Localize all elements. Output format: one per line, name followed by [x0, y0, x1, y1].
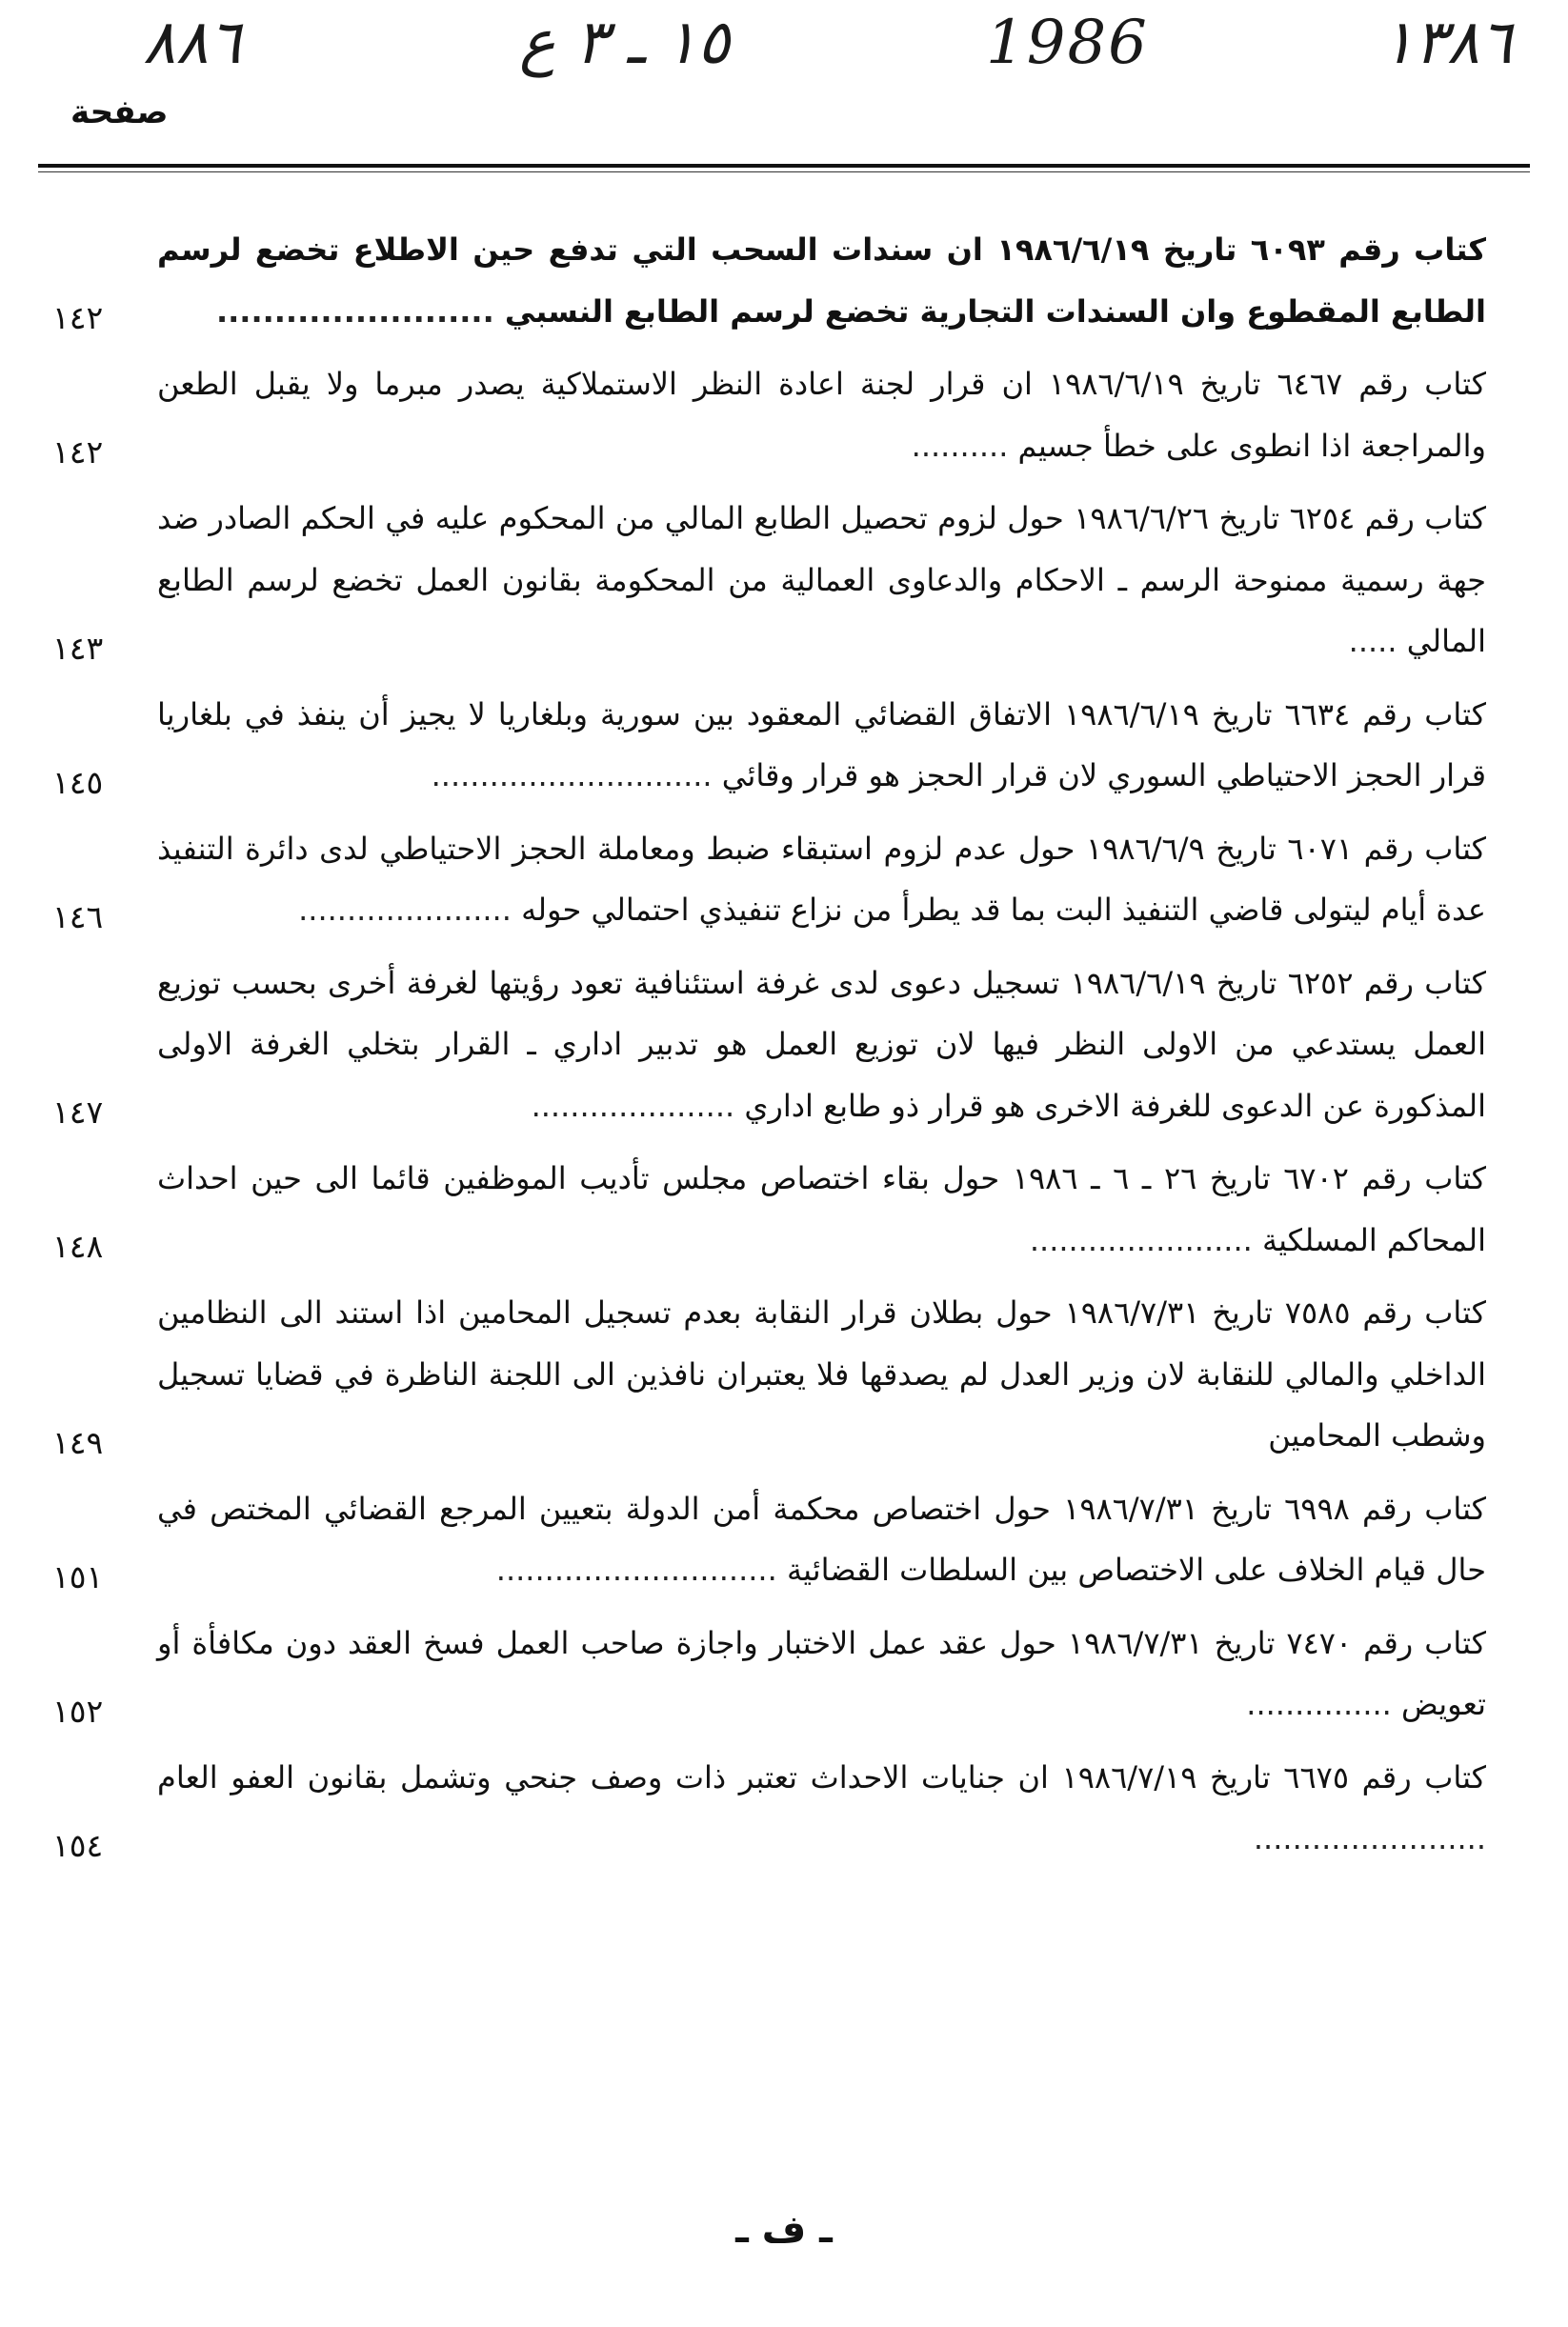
- entry-text: كتاب رقم ٦٩٩٨ تاريخ ١٩٨٦/٧/٣١ حول اختصاص محكمة أمن الدولة بتعيين المرجع القضائي المختص في حال قيام الخلاف على الاختصاص بين السلطات القضائية: [157, 1490, 1487, 1588]
- entry-text: كتاب رقم ٦٧٠٢ تاريخ ٢٦ ـ ٦ ـ ١٩٨٦ حول بقاء اختصاص مجلس تأديب الموظفين قائما الى حين احداث المحاكم المسلكية: [157, 1160, 1487, 1258]
- entry-page-number: ١٥٢: [52, 1692, 104, 1730]
- handwritten-date: ١٥ ـ ٣ ع: [519, 8, 731, 78]
- entry-text: كتاب رقم ٦٤٦٧ تاريخ ١٩٨٦/٦/١٩ ان قرار لجنة اعادة النظر الاستملاكية يصدر مبرما ولا يقبل الطعن والمراجعة اذا انطوى على خطأ جسيم: [157, 366, 1487, 464]
- page-column-label: صفحة: [70, 93, 169, 131]
- entry-page-number: ١٤٨: [52, 1228, 104, 1265]
- handwritten-number-left: ٨٨٦: [143, 8, 242, 78]
- entry-page-number: ١٤٣: [52, 629, 104, 667]
- footer-page-mark: ـ ف ـ: [735, 2208, 833, 2252]
- entry-text: كتاب رقم ٦٦٧٥ تاريخ ١٩٨٦/٧/١٩ ان جنايات الاحداث تعتبر ذات وصف جنحي وتشمل بقانون العفو العام: [157, 1758, 1487, 1795]
- entry-text: كتاب رقم ٦٠٧١ تاريخ ١٩٨٦/٦/٩ حول عدم لزوم استبقاء ضبط ومعاملة الحجز الاحتياطي لدى دائرة التنفيذ عدة أيام ليتولى قاضي التنفيذ البت بما قد يطرأ من نزاع تنفيذي احتمالي حوله: [157, 830, 1487, 928]
- entry-text: كتاب رقم ٧٤٧٠ تاريخ ١٩٨٦/٧/٣١ حول عقد عمل الاختبار واجازة صاحب العمل فسخ العقد دون مكافأة أو تعويض: [157, 1624, 1487, 1722]
- dot-leader: .............................: [495, 1552, 777, 1588]
- entry-text: كتاب رقم ٦٢٥٤ تاريخ ١٩٨٦/٦/٢٦ حول لزوم تحصيل الطابع المالي من المحكوم عليه في الحكم الصادر ضد جهة رسمية ممنوحة الرسم ـ الاحكام والدعاوى العمالية من المحكومة بقانون العمل تخضع لرسم الطابع المالي: [157, 500, 1487, 659]
- index-entry: [52, 488, 1486, 672]
- header-rule-thin: [38, 171, 1530, 172]
- entry-page-number: ١٤٥: [52, 763, 104, 801]
- dot-leader: .......................: [1029, 1221, 1253, 1258]
- entry-text: كتاب رقم ٦٠٩٣ تاريخ ١٩٨٦/٦/١٩ ان سندات السحب التي تدفع حين الاطلاع تخضع لرسم الطابع المقطوع وان السندات التجارية تخضع لرسم الطابع النسبي: [157, 231, 1487, 330]
- dot-leader: ..........: [911, 427, 1009, 464]
- entry-page-number: ١٥١: [52, 1557, 104, 1595]
- entry-text: كتاب رقم ٧٥٨٥ تاريخ ١٩٨٦/٧/٣١ حول بطلان قرار النقابة بعدم تسجيل المحامين اذا استند الى النظامين الداخلي والمالي للنقابة لان وزير العدل لم يصدقها فلا يعتبران نافذين الى اللجنة الناظرة في قضايا تسجيل وشطب المحامين: [157, 1294, 1487, 1454]
- dot-leader: ........................: [215, 292, 494, 330]
- index-entry: [52, 1747, 1486, 1870]
- index-entry: [52, 1148, 1486, 1271]
- entry-page-number: ١٤٩: [52, 1423, 104, 1461]
- dot-leader: .....................: [531, 1087, 735, 1124]
- dot-leader: .............................: [431, 757, 713, 793]
- header-rule: [38, 164, 1530, 168]
- dot-leader: ...............: [1246, 1686, 1392, 1722]
- handwritten-year: 1986: [986, 8, 1149, 78]
- entry-text: كتاب رقم ٦٢٥٢ تاريخ ١٩٨٦/٦/١٩ تسجيل دعوى لدى غرفة استئنافية تعود رؤيتها لغرفة أخرى بحسب توزيع العمل يستدعي من الاولى النظر فيها لان توزيع العمل هو تدبير اداري ـ القرار بتخلي الغرفة الاولى المذكورة عن الدعوى للغرفة الاخرى هو قرار ذو طابع اداري: [157, 964, 1487, 1124]
- entry-page-number: ١٤٦: [52, 897, 104, 935]
- entry-page-number: ١٥٤: [52, 1826, 104, 1864]
- dot-leader: ........................: [1253, 1820, 1486, 1856]
- index-entry: [52, 953, 1486, 1137]
- index-entry: [52, 353, 1486, 476]
- index-entry: [52, 1282, 1486, 1467]
- dot-leader: .....: [1348, 623, 1397, 659]
- entry-page-number: ١٤٧: [52, 1093, 104, 1131]
- handwritten-number-right: ١٣٨٦: [1381, 8, 1513, 78]
- entry-text: كتاب رقم ٦٦٣٤ تاريخ ١٩٨٦/٦/١٩ الاتفاق القضائي المعقود بين سورية وبلغاريا لا يجيز أن ينفذ في بلغاريا قرار الحجز الاحتياطي السوري لان قرار الحجز هو قرار وقائي: [157, 695, 1487, 793]
- index-entry: [52, 1613, 1486, 1735]
- index-entries: [52, 219, 1486, 1881]
- index-entry: [52, 684, 1486, 807]
- index-entry: [52, 1478, 1486, 1601]
- index-entry: [52, 818, 1486, 941]
- entry-page-number: ١٤٢: [52, 299, 104, 336]
- index-entry: [52, 219, 1486, 342]
- entry-page-number: ١٤٢: [52, 433, 104, 471]
- dot-leader: ......................: [298, 892, 512, 928]
